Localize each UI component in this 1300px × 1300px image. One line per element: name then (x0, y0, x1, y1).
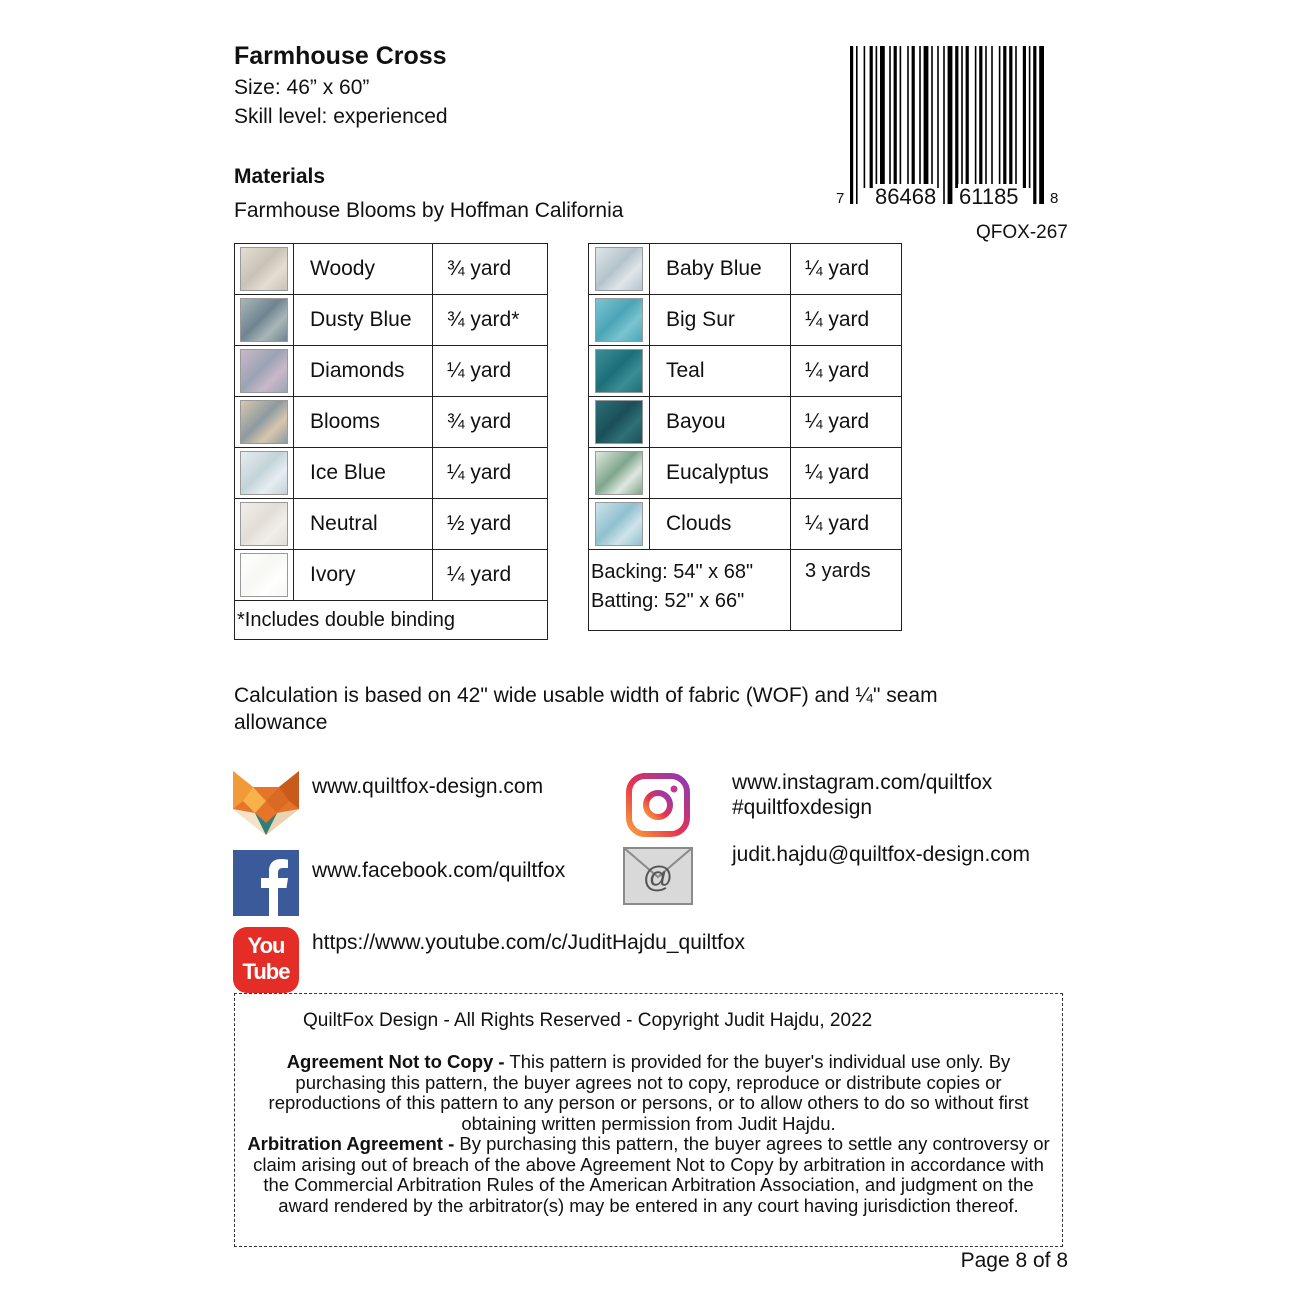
fabric-name: Clouds (650, 499, 791, 550)
fabric-swatch (240, 400, 288, 444)
fabric-qty: ¼ yard (791, 346, 902, 397)
barcode-bar (1009, 46, 1012, 188)
barcode-bar (985, 46, 987, 188)
barcode-digit-left: 7 (836, 190, 845, 207)
backing-qty: 3 yards (791, 550, 902, 631)
email-link[interactable]: judit.hajdu@quiltfox-design.com (732, 843, 1030, 866)
fabric-name: Woody (294, 244, 433, 295)
fabric-swatch (595, 451, 643, 495)
swatch-cell (235, 499, 294, 550)
fabric-swatch (595, 298, 643, 342)
barcode-bars (834, 46, 1070, 211)
fabric-qty: ¼ yard (791, 397, 902, 448)
fabric-name: Diamonds (294, 346, 433, 397)
barcode-bar (948, 46, 953, 204)
swatch-cell (235, 295, 294, 346)
email-envelope-icon (623, 847, 693, 905)
swatch-cell (235, 448, 294, 499)
fabric-qty: ¼ yard (433, 448, 548, 499)
fabric-name: Dusty Blue (294, 295, 433, 346)
agreement-title: Agreement Not to Copy - (286, 1051, 505, 1072)
batting-size: Batting: 52" x 66" (591, 590, 745, 612)
left-fabric-row (235, 499, 548, 550)
quilt-size: Size: 46” x 60” (234, 76, 370, 99)
fabric-qty: ¼ yard (791, 295, 902, 346)
product-code: QFOX-267 (976, 222, 1068, 243)
barcode-bar (931, 46, 933, 188)
fabric-name: Big Sur (650, 295, 791, 346)
fabric-swatch (240, 247, 288, 291)
barcode-digit-right: 8 (1050, 190, 1059, 207)
materials-heading: Materials (234, 165, 326, 188)
fabric-qty: ¼ yard (791, 244, 902, 295)
left-fabric-row (235, 397, 548, 448)
barcode (834, 46, 1070, 211)
barcode-bar (1015, 46, 1017, 188)
barcode-bar (919, 46, 921, 188)
barcode-group-2: 61185 (959, 184, 1019, 209)
barcode-bar (966, 46, 969, 188)
youtube-logo-you: You (247, 933, 285, 958)
youtube-link[interactable]: https://www.youtube.com/c/JuditHajdu_quiltfox (312, 931, 746, 954)
fabric-name: Teal (650, 346, 791, 397)
legal-notice-box (234, 993, 1063, 1247)
fabric-swatch (240, 298, 288, 342)
swatch-cell (235, 244, 294, 295)
barcode-bar (900, 46, 902, 188)
fabric-name: Blooms (294, 397, 433, 448)
fabric-qty: ¼ yard (791, 448, 902, 499)
arbitration-text: By purchasing this pattern, the buyer agrees to settle any controversy or claim arising out of breach of the above Agreement Not to Copy by arbitration in accordance with the Commercial Arbitration Rules of the American Arbitration Association, and judgment on the award rendered by the arbitrator(s) may be entered in any court having jurisdiction thereof. (253, 1133, 1050, 1216)
fabric-table-left (234, 243, 548, 640)
left-fabric-row (235, 550, 548, 601)
agreement-paragraph (247, 1052, 1050, 1134)
copyright-line: QuiltFox Design - All Rights Reserved - Copyright Judit Hajdu, 2022 (303, 1010, 873, 1031)
barcode-bar (961, 46, 963, 188)
fabric-name: Eucalyptus (650, 448, 791, 499)
page-number: Page 8 of 8 (960, 1249, 1068, 1272)
youtube-icon (233, 927, 299, 993)
left-fabric-row (235, 346, 548, 397)
fabric-name: Neutral (294, 499, 433, 550)
fabric-table-right (588, 243, 902, 631)
fabric-qty: ¾ yard (433, 397, 548, 448)
left-fabric-row (235, 244, 548, 295)
facebook-icon (233, 850, 299, 916)
fabric-swatch (240, 553, 288, 597)
fabric-swatch (240, 502, 288, 546)
backing-batting-cell (589, 550, 791, 631)
left-fabric-row (235, 448, 548, 499)
fabric-qty: ¾ yard (433, 244, 548, 295)
swatch-cell (235, 346, 294, 397)
fabric-line: Farmhouse Blooms by Hoffman California (234, 199, 624, 222)
barcode-bar (889, 46, 891, 188)
barcode-bar (924, 46, 929, 188)
barcode-bar (1029, 46, 1031, 188)
skill-level: Skill level: experienced (234, 105, 448, 128)
facebook-link[interactable]: www.facebook.com/quiltfox (312, 859, 566, 882)
fabric-qty: ¾ yard* (433, 295, 548, 346)
binding-note: *Includes double binding (235, 601, 548, 640)
barcode-bar (876, 46, 878, 188)
fabric-name: Bayou (650, 397, 791, 448)
swatch-cell (589, 295, 650, 346)
pattern-title: Farmhouse Cross (234, 42, 447, 70)
barcode-bar (979, 46, 982, 188)
fabric-swatch (595, 247, 643, 291)
left-fabric-row (235, 295, 548, 346)
swatch-cell (589, 448, 650, 499)
swatch-cell (589, 499, 650, 550)
swatch-cell (589, 346, 650, 397)
barcode-bar (850, 46, 853, 204)
barcode-bar (856, 46, 858, 204)
swatch-cell (235, 397, 294, 448)
fabric-swatch (595, 349, 643, 393)
barcode-bar (1039, 46, 1044, 204)
swatch-cell (589, 397, 650, 448)
barcode-bar (1023, 46, 1026, 188)
right-fabric-row (589, 397, 902, 448)
fabric-swatch (595, 502, 643, 546)
fabric-qty: ¼ yard (433, 550, 548, 601)
agreement-text: This pattern is provided for the buyer's individual use only. By purchasing this pattern, the buyer agrees not to copy, reproduce or distribute copies or reproductions of this pattern to any person or persons, or to allow others to do so without first obtaining written permission from Judit Hajdu. (268, 1051, 1029, 1134)
youtube-logo-tube: Tube (242, 959, 290, 984)
fabric-swatch (595, 400, 643, 444)
fabric-name: Ivory (294, 550, 433, 601)
barcode-bar (870, 46, 873, 188)
fabric-name: Baby Blue (650, 244, 791, 295)
barcode-bar (907, 46, 909, 188)
fabric-swatch (240, 349, 288, 393)
barcode-bar (943, 46, 945, 204)
barcode-bar (955, 46, 958, 188)
arbitration-title: Arbitration Agreement - (247, 1133, 455, 1154)
website-link[interactable]: www.quiltfox-design.com (312, 775, 544, 798)
fabric-swatch (240, 451, 288, 495)
barcode-bar (991, 46, 993, 188)
fabric-name: Ice Blue (294, 448, 433, 499)
instagram-hashtag: #quiltfoxdesign (732, 796, 873, 819)
arbitration-paragraph (247, 1134, 1050, 1216)
right-fabric-row (589, 346, 902, 397)
right-fabric-row (589, 448, 902, 499)
right-fabric-row (589, 244, 902, 295)
instagram-icon (626, 773, 690, 837)
barcode-bar (975, 46, 977, 188)
barcode-bar (880, 46, 885, 188)
right-fabric-row (589, 499, 902, 550)
swatch-cell (235, 550, 294, 601)
barcode-bar (999, 46, 1001, 188)
svg-text:@: @ (642, 861, 674, 894)
backing-size: Backing: 54" x 68" (591, 561, 754, 583)
calculation-note: Calculation is based on 42" wide usable width of fabric (WOF) and ¼" seam allowance (234, 684, 938, 734)
right-fabric-row (589, 295, 902, 346)
barcode-bar (912, 46, 915, 188)
barcode-bar (1033, 46, 1036, 204)
fabric-qty: ¼ yard (433, 346, 548, 397)
barcode-bar (937, 46, 939, 188)
barcode-bar (1003, 46, 1006, 188)
quiltfox-logo-icon (233, 771, 299, 837)
barcode-bar (864, 46, 866, 188)
instagram-link[interactable]: www.instagram.com/quiltfox (732, 771, 993, 794)
barcode-bar (894, 46, 897, 188)
swatch-cell (589, 244, 650, 295)
fabric-qty: ¼ yard (791, 499, 902, 550)
barcode-group-1: 86468 (875, 184, 937, 209)
legal-text (247, 1052, 1050, 1216)
fabric-qty: ½ yard (433, 499, 548, 550)
